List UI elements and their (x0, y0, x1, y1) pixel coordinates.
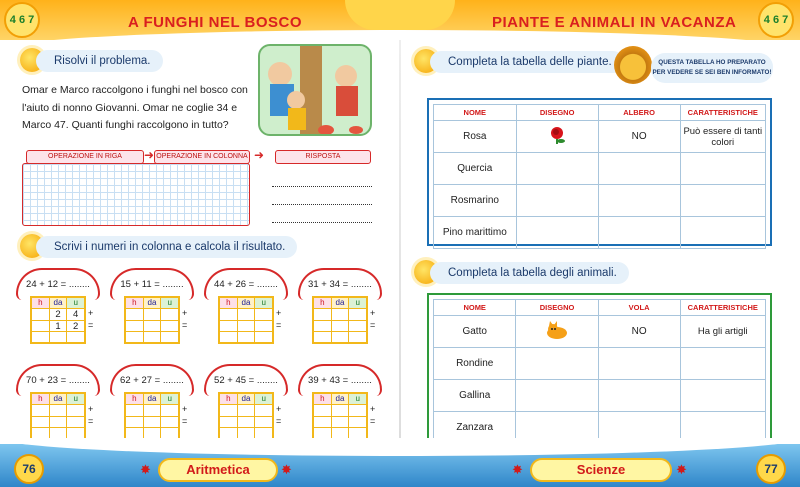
plants-feature-cell[interactable] (680, 185, 765, 217)
digit-cell[interactable] (67, 332, 84, 344)
equals-sign: = (370, 319, 376, 330)
label-operation-row: OPERAZIONE IN RIGA (26, 150, 144, 164)
header-center-ornament (345, 0, 455, 30)
addend-row-1[interactable] (32, 309, 84, 321)
mushroom-column-grid (30, 392, 86, 440)
equals-sign: = (182, 319, 188, 330)
units-label: u (255, 394, 272, 404)
animals-table-row (434, 380, 766, 412)
digit-cell[interactable] (238, 309, 256, 320)
hundreds-label: h (126, 394, 144, 404)
operation-signs (88, 308, 93, 331)
operation-signs (182, 404, 187, 427)
plus-sign: + (370, 308, 376, 318)
animals-drawing-cell[interactable] (516, 348, 598, 380)
tens-label: da (238, 298, 256, 308)
mushroom-column-grid (312, 392, 368, 440)
grandfather-children-icon (260, 46, 372, 136)
digit-cell[interactable] (314, 321, 332, 332)
plants-feature-cell[interactable]: Può essere di tanti colori (680, 121, 765, 153)
digit-cell[interactable] (255, 309, 272, 320)
digit-cell[interactable] (349, 405, 366, 416)
hundreds-label: h (314, 298, 332, 308)
tens-label: da (332, 394, 350, 404)
number-badge-right: 4 6 7 (758, 2, 794, 38)
mushroom-exercise (204, 268, 288, 348)
digit-cell[interactable] (126, 309, 144, 320)
result-row[interactable] (314, 332, 366, 344)
plants-header-name: NOME (434, 105, 517, 121)
plus-sign: + (182, 404, 188, 414)
units-label: u (161, 298, 178, 308)
tens-label: da (144, 298, 162, 308)
digit-cell[interactable] (126, 417, 144, 428)
addend-row-2[interactable] (314, 417, 366, 429)
mushroom-exercise (16, 364, 100, 444)
plants-name-cell: Pino marittimo (434, 217, 517, 249)
instruction-solve-problem: Risolvi il problema. (36, 50, 163, 72)
instruction-animals-table: Completa la tabella degli animali. (430, 262, 629, 284)
result-row[interactable] (32, 332, 84, 344)
digit-cell[interactable] (220, 417, 238, 428)
lion-icon (614, 46, 652, 84)
digit-cell[interactable] (126, 332, 144, 344)
animals-name-cell: Zanzara (434, 412, 516, 444)
plants-tree-cell[interactable] (598, 153, 680, 185)
digit-cell[interactable] (32, 321, 50, 332)
label-operation-column: OPERAZIONE IN COLONNA (154, 150, 250, 164)
animals-table-row (434, 348, 766, 380)
units-label: u (255, 298, 272, 308)
problem-text: Omar e Marco raccolgono i funghi nel bosco con l'aiuto di nonno Giovanni. Omar ne coglie 34 e Marco 47. Quanti funghi raccolgono in tutto? (22, 84, 248, 131)
addend-row-2[interactable] (32, 321, 84, 333)
mushroom-cap-expression: 24 + 12 = ........ (16, 268, 100, 300)
mushroom-cap-expression: 62 + 27 = ........ (110, 364, 194, 396)
digit-cell[interactable] (349, 332, 366, 344)
digit-cell[interactable] (314, 417, 332, 428)
digit-cell[interactable] (144, 309, 162, 320)
addend-row-1[interactable] (314, 309, 366, 321)
units-label: u (67, 394, 84, 404)
number-badge-left: 4 6 7 (4, 2, 40, 38)
digit-cell[interactable] (161, 309, 178, 320)
digit-cell[interactable] (332, 309, 350, 320)
illustration-mushroom-picking (258, 44, 372, 136)
digit-cell[interactable]: 4 (73, 309, 79, 320)
digit-cell[interactable] (332, 417, 350, 428)
plus-sign: + (88, 404, 94, 414)
digit-cell[interactable] (314, 405, 332, 416)
plants-tree-cell[interactable]: NO (598, 121, 680, 153)
mushroom-cap-expression: 44 + 26 = ........ (204, 268, 288, 300)
plants-tree-cell[interactable] (598, 217, 680, 249)
arrow-right-icon: ➜ (144, 148, 155, 162)
place-value-header (126, 394, 178, 405)
animals-header-features: CARATTERISTICHE (680, 300, 766, 316)
animals-flies-cell[interactable]: NO (598, 316, 680, 348)
animals-header-name: NOME (434, 300, 516, 316)
digit-cell[interactable] (32, 332, 50, 344)
star-icon: ✸ (281, 462, 292, 477)
equals-sign: = (276, 415, 282, 426)
digit-cell[interactable] (255, 405, 272, 416)
place-value-header (32, 298, 84, 309)
plants-tree-cell[interactable] (598, 185, 680, 217)
mushroom-exercise (16, 268, 100, 348)
plants-header-features: CARATTERISTICHE (680, 105, 765, 121)
units-label: u (67, 298, 84, 308)
units-label: u (161, 394, 178, 404)
addend-row-2[interactable] (314, 321, 366, 333)
animals-table-frame (427, 293, 772, 441)
cat-icon (545, 320, 569, 340)
page-divider (399, 40, 401, 440)
digit-cell[interactable] (220, 405, 238, 416)
hundreds-label: h (220, 298, 238, 308)
tens-label: da (332, 298, 350, 308)
digit-cell[interactable]: 1 (50, 321, 68, 332)
animals-name-cell: Rondine (434, 348, 516, 380)
digit-cell[interactable] (238, 321, 256, 332)
addend-row-1[interactable] (126, 405, 178, 417)
tens-label: da (238, 394, 256, 404)
footer-subject-right: Scienze (530, 458, 672, 482)
animals-header-drawing: DISEGNO (516, 300, 598, 316)
plus-sign: + (370, 404, 376, 414)
mushroom-column-grid (218, 392, 274, 440)
digit-cell[interactable] (50, 405, 68, 416)
arrow-right-icon: ➜ (254, 148, 265, 162)
plants-drawing-cell[interactable] (516, 121, 598, 153)
place-value-header (314, 298, 366, 309)
place-value-header (220, 298, 272, 309)
digit-cell[interactable] (255, 332, 272, 344)
mushroom-column-grid (124, 392, 180, 440)
digit-cell[interactable] (255, 417, 272, 428)
place-value-header (220, 394, 272, 405)
digit-cell[interactable] (144, 417, 162, 428)
digit-cell[interactable] (32, 309, 50, 320)
place-value-header (32, 394, 84, 405)
digit-cell[interactable] (50, 332, 68, 344)
plants-drawing-cell[interactable] (516, 153, 598, 185)
digit-cell[interactable] (220, 309, 238, 320)
mushroom-cap-expression: 39 + 43 = ........ (298, 364, 382, 396)
plants-drawing-cell[interactable] (516, 217, 598, 249)
place-value-header (126, 298, 178, 309)
units-label: u (349, 298, 366, 308)
left-page-title: A FUNGHI NEL BOSCO (128, 14, 303, 31)
equals-sign: = (88, 415, 94, 426)
animals-drawing-cell[interactable] (516, 380, 598, 412)
operation-signs (276, 404, 281, 427)
plants-table-row (434, 153, 766, 185)
digit-cell[interactable] (332, 321, 350, 332)
digit-cell[interactable] (314, 309, 332, 320)
mushroom-cap-expression: 70 + 23 = ........ (16, 364, 100, 396)
tens-label: da (144, 394, 162, 404)
calculation-grid[interactable] (22, 163, 250, 226)
result-row[interactable] (220, 332, 272, 344)
plants-table-row (434, 185, 766, 217)
digit-cell[interactable] (67, 417, 84, 428)
rose-icon (546, 125, 568, 145)
mushroom-exercise (110, 268, 194, 348)
digit-cell[interactable] (220, 332, 238, 344)
operation-signs (276, 308, 281, 331)
speech-line-1: QUESTA TABELLA HO PREPARATO (658, 59, 766, 66)
star-icon: ✸ (676, 462, 687, 477)
digit-cell[interactable] (144, 332, 162, 344)
digit-cell[interactable] (50, 417, 68, 428)
digit-cell[interactable] (332, 405, 350, 416)
answer-line-1[interactable] (272, 186, 372, 187)
digit-cell[interactable] (220, 321, 238, 332)
animals-name-cell: Gallina (434, 380, 516, 412)
mushroom-column-grid (218, 296, 274, 344)
digit-cell[interactable]: 2 (73, 320, 79, 332)
digit-cell[interactable]: 2 (50, 309, 68, 320)
hundreds-label: h (314, 394, 332, 404)
mushroom-column-grid (312, 296, 368, 344)
answer-line-2[interactable] (272, 204, 372, 205)
equals-sign: = (88, 319, 94, 330)
animals-feature-cell[interactable] (680, 348, 766, 380)
addend-row-2[interactable] (220, 417, 272, 429)
instruction-plants-table: Completa la tabella delle piante. (430, 51, 624, 73)
mushroom-cap-expression: 31 + 34 = ........ (298, 268, 382, 300)
place-value-header (314, 394, 366, 405)
animals-table-row (434, 316, 766, 348)
mushroom-column-grid (124, 296, 180, 344)
plants-table-row (434, 121, 766, 153)
result-row[interactable] (126, 332, 178, 344)
addend-row-2[interactable] (126, 417, 178, 429)
operation-signs (370, 404, 375, 427)
mushroom-exercise (298, 268, 382, 348)
animals-header-flies: VOLA (598, 300, 680, 316)
digit-cell[interactable] (332, 332, 350, 344)
animals-feature-cell[interactable]: Ha gli artigli (680, 316, 766, 348)
digit-cell[interactable] (349, 417, 366, 428)
equals-sign: = (370, 415, 376, 426)
star-icon: ✸ (512, 462, 523, 477)
digit-cell[interactable] (161, 405, 178, 416)
plants-feature-cell[interactable] (680, 153, 765, 185)
units-label: u (349, 394, 366, 404)
animals-feature-cell[interactable] (680, 380, 766, 412)
plants-header-tree: ALBERO (598, 105, 680, 121)
animals-flies-cell[interactable] (598, 380, 680, 412)
animals-drawing-cell[interactable] (516, 316, 598, 348)
tens-label: da (50, 298, 68, 308)
page-number-left: 76 (14, 454, 44, 484)
mushroom-cap-expression: 52 + 45 = ........ (204, 364, 288, 396)
operation-signs (370, 308, 375, 331)
hundreds-label: h (220, 394, 238, 404)
mushroom-column-grid (30, 296, 86, 344)
digit-cell[interactable] (161, 332, 178, 344)
digit-cell[interactable] (255, 321, 272, 332)
plants-table-frame (427, 98, 772, 246)
equals-sign: = (182, 415, 188, 426)
page-number-right: 77 (756, 454, 786, 484)
digit-cell[interactable] (126, 321, 144, 332)
lion-speech-bubble (651, 53, 773, 83)
answer-line-3[interactable] (272, 222, 372, 223)
hundreds-label: h (126, 298, 144, 308)
digit-cell[interactable] (32, 417, 50, 428)
animals-table (433, 299, 766, 444)
plus-sign: + (88, 308, 94, 318)
tens-label: da (50, 394, 68, 404)
plants-drawing-cell[interactable] (516, 185, 598, 217)
mushroom-exercise (110, 364, 194, 444)
addend-row-1[interactable] (220, 309, 272, 321)
star-icon: ✸ (140, 462, 151, 477)
plants-feature-cell[interactable] (680, 217, 765, 249)
digit-cell[interactable] (238, 417, 256, 428)
plants-name-cell: Rosmarino (434, 185, 517, 217)
plus-sign: + (276, 308, 282, 318)
equals-sign: = (276, 319, 282, 330)
operation-signs (88, 404, 93, 427)
operation-signs (182, 308, 187, 331)
addend-row-1[interactable] (32, 405, 84, 417)
plants-table-row (434, 217, 766, 249)
footer-subject-left: Aritmetica (158, 458, 278, 482)
speech-line-2: PER VEDERE SE SEI BEN INFORMATO! (652, 69, 772, 76)
digit-cell[interactable] (349, 309, 366, 320)
right-page-title: PIANTE E ANIMALI IN VACANZA (492, 14, 737, 31)
digit-cell[interactable] (349, 321, 366, 332)
mushroom-cap-expression: 15 + 11 = ........ (110, 268, 194, 300)
mushroom-exercise (204, 364, 288, 444)
digit-cell[interactable] (67, 405, 84, 416)
animals-flies-cell[interactable] (598, 348, 680, 380)
addend-row-2[interactable] (126, 321, 178, 333)
digit-cell[interactable] (161, 321, 178, 332)
digit-cell[interactable] (144, 321, 162, 332)
addend-row-1[interactable] (314, 405, 366, 417)
plus-sign: + (276, 404, 282, 414)
addend-row-2[interactable] (220, 321, 272, 333)
plants-table (433, 104, 766, 249)
plants-name-cell: Rosa (434, 121, 517, 153)
addend-row-2[interactable] (32, 417, 84, 429)
digit-cell[interactable] (238, 405, 256, 416)
mushroom-exercise (298, 364, 382, 444)
plants-name-cell: Quercia (434, 153, 517, 185)
digit-cell[interactable] (161, 417, 178, 428)
plus-sign: + (182, 308, 188, 318)
digit-cell[interactable] (32, 405, 50, 416)
animals-name-cell: Gatto (434, 316, 516, 348)
digit-cell[interactable] (126, 405, 144, 416)
instruction-column-addition: Scrivi i numeri in colonna e calcola il risultato. (36, 236, 297, 258)
addend-row-1[interactable] (126, 309, 178, 321)
digit-cell[interactable] (314, 332, 332, 344)
digit-cell[interactable] (144, 405, 162, 416)
plants-header-drawing: DISEGNO (516, 105, 598, 121)
addend-row-1[interactable] (220, 405, 272, 417)
hundreds-label: h (32, 394, 50, 404)
label-answer: RISPOSTA (275, 150, 371, 164)
hundreds-label: h (32, 298, 50, 308)
digit-cell[interactable] (238, 332, 256, 344)
